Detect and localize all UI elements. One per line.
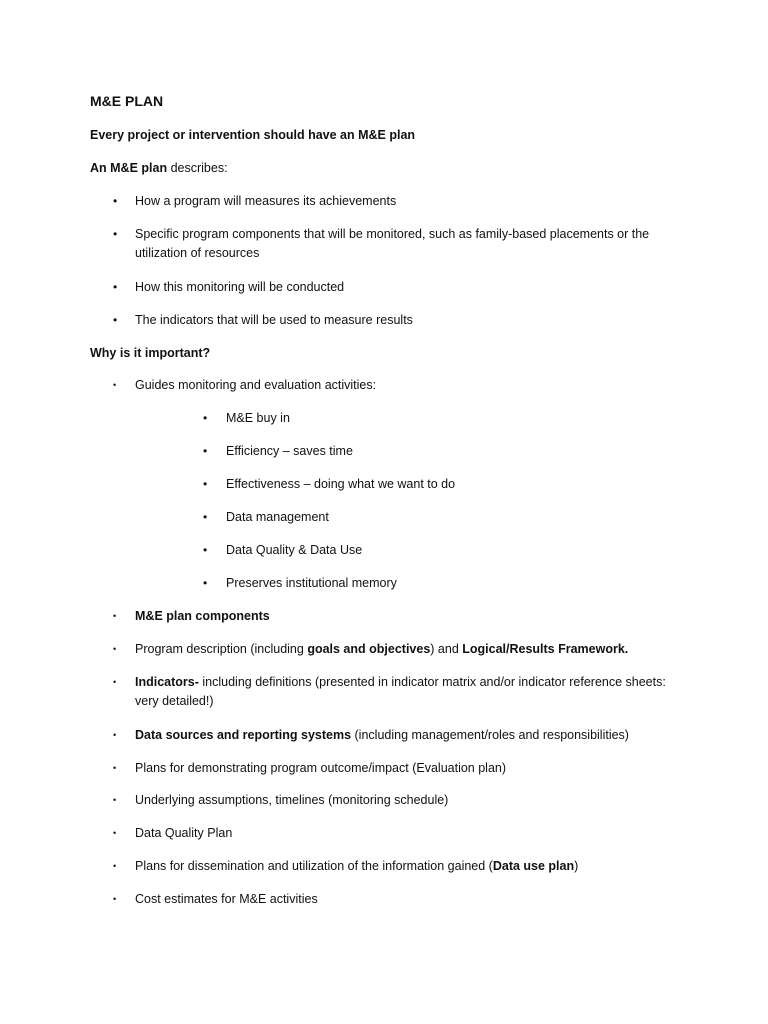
bullet-icon: • (113, 828, 117, 838)
list-item: How this monitoring will be conducted (135, 280, 345, 294)
bullet-icon: • (203, 411, 208, 425)
list-item (135, 673, 680, 711)
describes-intro (90, 159, 228, 178)
text-span: (including management/roles and responsibilities) (351, 728, 629, 742)
bullet-icon: • (113, 227, 118, 241)
list-item (135, 857, 578, 876)
text-span: ) (574, 859, 579, 873)
bullet-icon: • (113, 763, 117, 773)
bullet-icon: • (203, 444, 208, 458)
text-span: Program description (including (135, 642, 308, 656)
list-item: Data Quality Plan (135, 826, 233, 840)
components-heading: M&E plan components (135, 609, 270, 623)
list-item: Guides monitoring and evaluation activities: (135, 378, 377, 392)
list-item (135, 726, 629, 745)
text-span-bold: Indicators- (135, 675, 199, 689)
bullet-icon: • (113, 280, 118, 294)
list-item: The indicators that will be used to measure results (135, 313, 413, 327)
bullet-icon: • (113, 194, 118, 208)
bullet-icon: • (113, 894, 117, 904)
lead-statement: Every project or intervention should have an M&E plan (90, 128, 416, 142)
text-span-bold: Data use plan (492, 859, 575, 873)
text-span-bold: goals and objectives (307, 642, 431, 656)
page-title: M&E PLAN (90, 93, 164, 109)
bullet-icon: • (113, 313, 118, 327)
nested-list-item: Data Quality & Data Use (226, 543, 363, 557)
nested-list-item: Effectiveness – doing what we want to do (226, 477, 456, 491)
describes-bold: An M&E plan (90, 161, 168, 175)
bullet-icon: • (203, 543, 208, 557)
bullet-icon: • (113, 644, 117, 654)
nested-list-item: M&E buy in (226, 411, 290, 425)
list-item: Specific program components that will be monitored, such as family-based placements or the utilization of resources (135, 227, 650, 260)
describes-rest: describes: (167, 161, 228, 175)
text-span: ) and (430, 642, 463, 656)
bullet-icon: • (203, 576, 208, 590)
list-item: Underlying assumptions, timelines (monitoring schedule) (135, 793, 449, 807)
bullet-icon: • (203, 477, 208, 491)
bullet-icon: • (113, 611, 117, 621)
nested-list-item: Data management (226, 510, 329, 524)
nested-list-item: Preserves institutional memory (226, 576, 397, 590)
list-item: Cost estimates for M&E activities (135, 892, 318, 906)
text-span: including definitions (presented in indicator matrix and/or indicator reference sheets: very detailed!) (135, 675, 666, 708)
text-span: Plans for dissemination and utilization of the information gained ( (135, 859, 493, 873)
list-item (135, 640, 628, 659)
bullet-icon: • (113, 730, 117, 740)
bullet-icon: • (113, 861, 117, 871)
nested-list-item: Efficiency – saves time (226, 444, 353, 458)
text-span-bold: Logical/Results Framework. (462, 642, 629, 656)
text-span-bold: Data sources and reporting systems (135, 728, 352, 742)
list-item: Plans for demonstrating program outcome/impact (Evaluation plan) (135, 761, 507, 775)
bullet-icon: • (113, 795, 117, 805)
why-heading: Why is it important? (90, 346, 211, 360)
bullet-icon: • (113, 380, 117, 390)
bullet-icon: • (203, 510, 208, 524)
list-item: How a program will measures its achievements (135, 194, 397, 208)
bullet-icon: • (113, 677, 117, 687)
